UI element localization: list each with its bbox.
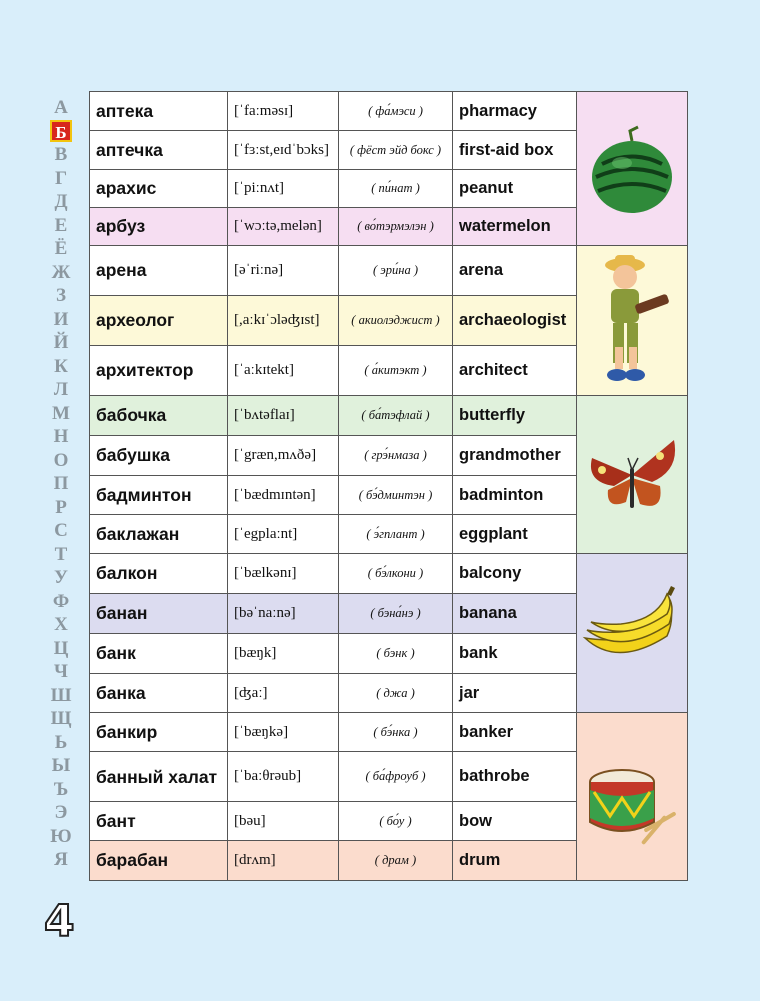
russian-word: бадминтон [90,476,228,515]
russian-pronunciation: ( бэ́лкони ) [339,554,453,594]
butterfly-illustration [582,420,682,530]
russian-word: банкир [90,713,228,752]
russian-word: банк [90,634,228,674]
russian-pronunciation: ( фёст эйд бокс ) [339,131,453,170]
alphabet-letter[interactable]: Л [53,379,69,400]
russian-word: арахис [90,170,228,208]
ipa-transcription: [,aːkɪˈɔləʤɪst] [228,296,339,346]
russian-pronunciation: ( пи́нат ) [339,170,453,208]
russian-pronunciation: ( бэнк ) [339,634,453,674]
english-word: jar [453,674,577,713]
english-word: butterfly [453,396,577,436]
russian-word: архитектор [90,346,228,396]
ipa-transcription: [ˈbædmɪntən] [228,476,339,515]
russian-word: аптечка [90,131,228,170]
alphabet-letter[interactable]: Ю [50,825,72,847]
russian-word: банка [90,674,228,713]
russian-word: бант [90,802,228,841]
ipa-transcription: [drʌm] [228,841,339,881]
alphabet-letter[interactable]: А [54,97,68,118]
alphabet-letter[interactable]: О [53,449,69,471]
alphabet-letter[interactable]: Э [54,802,68,823]
picture-cell [577,713,688,881]
russian-pronunciation: ( а́китэкт ) [339,346,453,396]
table-row [90,713,688,752]
ipa-transcription: [ˈaːkɪtekt] [228,346,339,396]
ipa-transcription: [ˈwɔːtə,melən] [228,208,339,246]
ipa-transcription: [ˈfaːməsɪ] [228,92,339,131]
alphabet-letter[interactable]: У [54,567,68,588]
english-word: first-aid box [453,131,577,170]
russian-word: бабушка [90,436,228,476]
alphabet-letter[interactable]: Ч [54,661,68,682]
english-word: pharmacy [453,92,577,131]
alphabet-letter[interactable]: П [53,473,69,494]
alphabet-letter[interactable]: Ф [52,590,70,612]
alphabet-letter[interactable]: Я [54,849,68,870]
ipa-transcription: [bəu] [228,802,339,841]
alphabet-letter[interactable]: Ё [54,238,68,259]
alphabet-letter-active[interactable]: Б [48,120,74,144]
english-word: watermelon [453,208,577,246]
table-row [90,92,688,131]
english-word: eggplant [453,515,577,554]
table-row [90,554,688,594]
table-row [90,396,688,436]
alphabet-letter[interactable]: Ы [51,755,71,776]
russian-word: аптека [90,92,228,131]
russian-pronunciation: ( бэ́нка ) [339,713,453,752]
russian-pronunciation: ( бэ́дминтэн ) [339,476,453,515]
russian-pronunciation: ( фа́мэси ) [339,92,453,131]
russian-word: барабан [90,841,228,881]
ipa-transcription: [ˈgræn,mʌðə] [228,436,339,476]
ipa-transcription: [ˈbaːθrəub] [228,752,339,802]
picture-cell [577,246,688,396]
english-word: drum [453,841,577,881]
english-word: archaeologist [453,296,577,346]
ipa-transcription: [ˈpiːnʌt] [228,170,339,208]
english-word: grandmother [453,436,577,476]
ipa-transcription: [ˈbæŋkə] [228,713,339,752]
ipa-transcription: [bæŋk] [228,634,339,674]
alphabet-letter[interactable]: Й [53,332,69,353]
english-word: badminton [453,476,577,515]
ipa-transcription: [ˈbælkənɪ] [228,554,339,594]
alphabet-letter[interactable]: Г [54,167,68,189]
russian-word: баклажан [90,515,228,554]
russian-pronunciation: ( джа ) [339,674,453,713]
alphabet-letter[interactable]: К [54,355,68,377]
russian-word: арена [90,246,228,296]
english-word: peanut [453,170,577,208]
alphabet-letter[interactable]: Д [54,191,68,212]
russian-pronunciation: ( драм ) [339,841,453,881]
russian-pronunciation: ( э́гплант ) [339,515,453,554]
picture-cell [577,396,688,554]
ipa-transcription: [bəˈnaːnə] [228,594,339,634]
alphabet-letter[interactable]: Е [54,214,68,236]
table-row [90,246,688,296]
archaeologist-illustration [587,251,677,391]
ipa-transcription: [ˈbʌtəflaɪ] [228,396,339,436]
ipa-transcription: [ˈegplaːnt] [228,515,339,554]
russian-pronunciation: ( бэна́нэ ) [339,594,453,634]
alphabet-letter[interactable]: Н [53,426,69,447]
alphabet-letter[interactable]: Ш [50,684,72,706]
russian-word: банный халат [90,752,228,802]
russian-word: арбуз [90,208,228,246]
english-word: balcony [453,554,577,594]
russian-word: банан [90,594,228,634]
page-number: 4 [44,896,75,947]
alphabet-letter[interactable]: Ц [53,637,69,659]
alphabet-letter[interactable]: В [54,144,68,165]
banana-illustration [577,578,687,688]
alphabet-letter[interactable]: Х [54,614,68,635]
drum-illustration [582,742,682,852]
russian-word: балкон [90,554,228,594]
russian-word: археолог [90,296,228,346]
alphabet-letter[interactable]: Ь [54,731,68,753]
alphabet-letter[interactable]: Р [55,496,67,518]
alphabet-letter[interactable]: Ъ [53,778,69,800]
alphabet-index [48,96,74,872]
english-word: bank [453,634,577,674]
english-word: arena [453,246,577,296]
russian-pronunciation: ( ба́фроуб ) [339,752,453,802]
watermelon-illustration [582,119,682,219]
vocabulary-table [89,91,688,881]
russian-pronunciation: ( акиолэджист ) [339,296,453,346]
english-word: bow [453,802,577,841]
russian-pronunciation: ( грэ́нмаза ) [339,436,453,476]
russian-pronunciation: ( эри́на ) [339,246,453,296]
english-word: banana [453,594,577,634]
alphabet-letter[interactable]: Щ [50,708,72,729]
ipa-transcription: [ʤaː] [228,674,339,713]
ipa-transcription: [əˈriːnə] [228,246,339,296]
alphabet-letter[interactable]: Ж [51,261,71,283]
russian-pronunciation: ( бо́у ) [339,802,453,841]
russian-pronunciation: ( во́тэрмэлэн ) [339,208,453,246]
alphabet-letter[interactable]: И [53,308,69,330]
ipa-transcription: [ˈfɜːst,eɪdˈbɔks] [228,131,339,170]
russian-pronunciation: ( ба́тэфлай ) [339,396,453,436]
alphabet-letter[interactable]: С [54,520,68,541]
english-word: architect [453,346,577,396]
russian-word: бабочка [90,396,228,436]
alphabet-letter[interactable]: Т [54,543,68,565]
alphabet-letter[interactable]: М [52,402,70,424]
english-word: bathrobe [453,752,577,802]
picture-cell [577,554,688,713]
picture-cell [577,92,688,246]
alphabet-letter[interactable]: З [55,285,67,306]
english-word: banker [453,713,577,752]
